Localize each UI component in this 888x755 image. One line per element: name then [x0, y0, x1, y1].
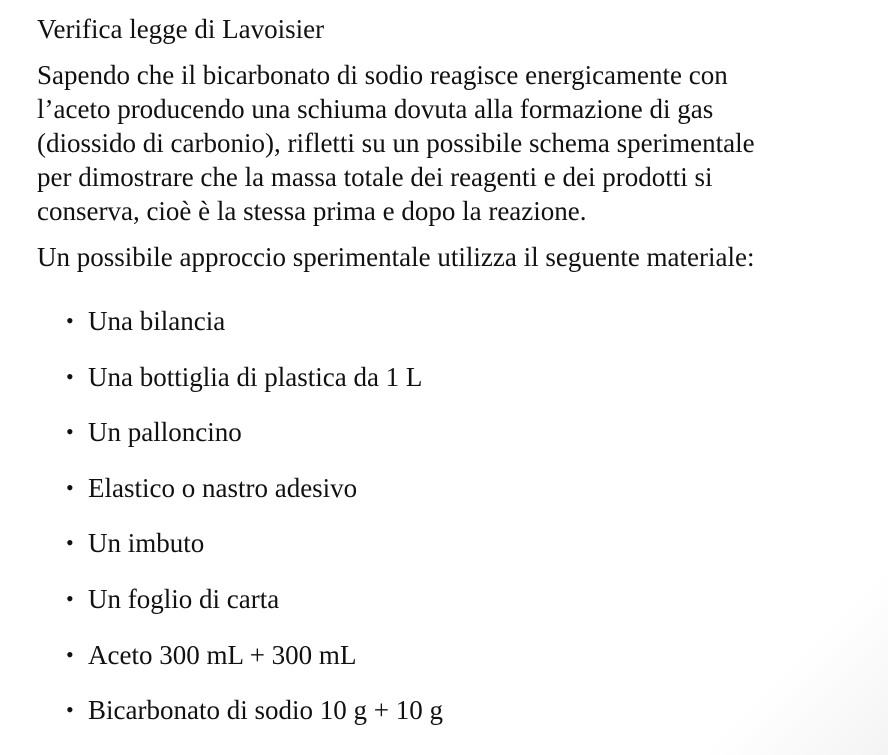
materials-intro: Un possibile approccio sperimentale utilizza il seguente materiale:	[37, 242, 755, 272]
list-item	[66, 360, 443, 394]
list-item	[66, 415, 443, 449]
material-label: Una bilancia	[88, 306, 226, 336]
bullet-icon: •	[66, 363, 74, 389]
bullet-icon: •	[66, 474, 74, 500]
list-item	[66, 471, 443, 505]
bullet-icon: •	[66, 530, 74, 556]
paragraph-line: per dimostrare che la massa totale dei reagenti e dei prodotti si	[37, 162, 713, 192]
bullet-icon: •	[66, 641, 74, 667]
material-label: Bicarbonato di sodio 10 g + 10 g	[88, 695, 443, 726]
exercise-paragraph	[37, 58, 837, 228]
list-item	[66, 526, 443, 560]
bullet-icon: •	[66, 585, 74, 611]
material-label: Un imbuto	[88, 528, 205, 559]
materials-list	[66, 304, 443, 749]
paragraph-line: (diossido di carbonio), rifletti su un possibile schema sperimentale	[37, 128, 755, 158]
list-item	[66, 304, 443, 338]
list-item	[66, 693, 443, 727]
material-label: Un foglio di carta	[88, 583, 280, 614]
bullet-icon: •	[66, 697, 74, 723]
paragraph-line: Sapendo che il bicarbonato di sodio reagisce energicamente con	[37, 60, 728, 90]
material-label: Aceto 300 mL + 300 mL	[88, 639, 357, 670]
list-item	[66, 582, 443, 616]
material-label: Un palloncino	[88, 417, 242, 448]
paragraph-line: conserva, cioè è la stessa prima e dopo la reazione.	[37, 196, 587, 226]
material-label: Una bottiglia di plastica da 1 L	[88, 361, 423, 392]
material-label: Elastico o nastro adesivo	[88, 472, 358, 503]
document-title: Verifica legge di Lavoisier	[37, 14, 325, 44]
paragraph-line: l’aceto producendo una schiuma dovuta alla formazione di gas	[37, 94, 714, 124]
list-item	[66, 638, 443, 672]
bullet-icon: •	[66, 308, 74, 333]
bullet-icon: •	[66, 419, 74, 445]
